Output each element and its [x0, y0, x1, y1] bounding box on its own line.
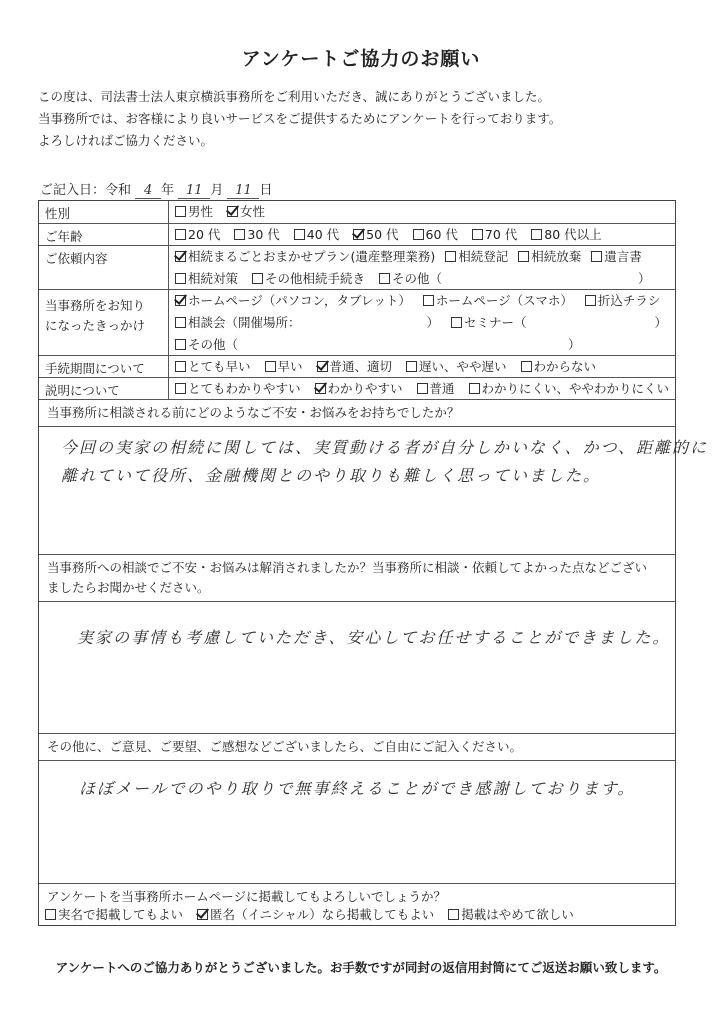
option-label: 折込チラシ [597, 293, 661, 308]
trigger-label-line: 当事務所をお知り [45, 298, 146, 313]
request-option-planning[interactable] [175, 268, 238, 290]
explain-checkbox[interactable] [469, 383, 480, 394]
trigger-checkbox[interactable] [175, 317, 186, 328]
q1-answer-line[interactable]: 今回の実家の相続に関しては、実質動ける者が自分しかいなく、かつ、距離的に [61, 438, 709, 457]
request-label: ご依頼内容 [39, 246, 169, 289]
period-checkbox[interactable] [406, 361, 417, 372]
age-checkbox[interactable] [234, 229, 245, 240]
publish-option-decline[interactable] [448, 904, 574, 926]
publish-checkbox[interactable] [448, 909, 459, 920]
trigger-option-seminar[interactable] [451, 312, 667, 334]
footer-thanks: アンケートへのご協力ありがとうございました。お手数ですが同封の返信用封筒にてご返送お願い致します。 [55, 960, 667, 975]
option-label: 60 代 [425, 227, 458, 242]
option-label: 匿名（イニシャル）なら掲載してもよい [210, 907, 435, 922]
gender-row [39, 201, 675, 223]
request-checkbox[interactable] [518, 251, 529, 262]
option-label: その他相続手続き [265, 271, 366, 286]
explain-checkbox[interactable] [417, 383, 428, 394]
option-label: 遅い、やや遅い [419, 359, 507, 374]
publish-checkbox[interactable] [197, 909, 208, 920]
trigger-label-line: になったきっかけ [45, 318, 146, 333]
survey-form [38, 200, 709, 926]
age-option-70[interactable] [472, 224, 517, 246]
option-label: 30 代 [247, 227, 280, 242]
trigger-option-homepage-mobile[interactable] [423, 290, 573, 312]
publish-checkbox[interactable] [45, 909, 56, 920]
period-checkbox[interactable] [317, 361, 328, 372]
option-label: その他（ [392, 271, 443, 286]
gender-female-checkbox[interactable] [227, 206, 238, 217]
age-checkbox[interactable] [294, 229, 305, 240]
date-day-unit: 日 [259, 183, 273, 198]
period-label: 手続期間について [39, 356, 169, 377]
explain-checkbox[interactable] [315, 383, 326, 394]
option-label: 女性 [240, 204, 266, 219]
option-label: 遺言書 [604, 249, 642, 264]
intro-text [38, 86, 561, 152]
trigger-checkbox[interactable] [175, 295, 186, 306]
option-label: その他（ [188, 337, 239, 352]
q2-question-line: ましたらお聞かせください。 [47, 580, 210, 595]
period-option-slow[interactable] [406, 356, 507, 378]
explain-option-clear[interactable] [315, 378, 403, 400]
date-day[interactable]: 11 [235, 183, 252, 198]
age-options [175, 224, 671, 246]
trigger-option-consultation[interactable] [175, 312, 439, 334]
age-checkbox[interactable] [531, 229, 542, 240]
publish-option-anonymous[interactable] [197, 904, 434, 926]
period-option-fast[interactable] [265, 356, 303, 378]
gender-label: 性別 [39, 201, 169, 223]
option-label: 相続登記 [458, 249, 509, 264]
option-label: 50 代 [366, 227, 399, 242]
q2-question [39, 554, 675, 602]
age-checkbox[interactable] [413, 229, 424, 240]
trigger-option-other[interactable] [175, 334, 581, 356]
trigger-checkbox[interactable] [423, 295, 434, 306]
q1-question: 当事務所に相談される前にどのようなご不安・お悩みをお持ちでしたか？ [39, 399, 675, 427]
publish-question: アンケートを当事務所ホームページに掲載してもよろしいでしょうか？ [39, 883, 675, 910]
option-label: わかりにくい、ややわかりにくい [481, 381, 670, 396]
explain-row [39, 377, 675, 399]
age-checkbox[interactable] [353, 229, 364, 240]
option-label: ホームページ（スマホ） [435, 293, 573, 308]
option-label: 20 代 [188, 227, 221, 242]
option-label: 掲載はやめて欲しい [461, 907, 574, 922]
trigger-options [175, 290, 671, 356]
date-year-unit: 年 [161, 183, 175, 198]
trigger-option-homepage-pc[interactable] [175, 290, 411, 312]
close-paren: ） [426, 315, 440, 330]
explain-checkbox[interactable] [175, 383, 186, 394]
age-option-60[interactable] [413, 224, 458, 246]
age-checkbox[interactable] [175, 229, 186, 240]
date-year[interactable]: 4 [144, 183, 153, 198]
trigger-label [39, 290, 169, 355]
option-label: 相談会（開催場所： [188, 315, 301, 330]
gender-option-female[interactable] [227, 201, 265, 223]
gender-male-checkbox[interactable] [175, 206, 186, 217]
option-label: とても早い [188, 359, 251, 374]
close-paren: ） [568, 337, 581, 352]
request-checkbox[interactable] [591, 251, 602, 262]
publish-options [39, 904, 675, 926]
date-month-unit: 月 [210, 183, 224, 198]
age-option-80[interactable] [531, 224, 601, 246]
request-option-renunciation[interactable] [518, 246, 581, 268]
request-checkbox[interactable] [252, 273, 263, 284]
request-option-will[interactable] [591, 246, 642, 268]
q3-answer[interactable]: ほぼメールでのやり取りで無事終えることができ感謝しております。 [79, 779, 636, 798]
q2-answer[interactable]: 実家の事情も考慮していただき、安心してお任せすることができました。 [77, 628, 671, 647]
option-label: 相続まるごとおまかせプラン(遺産整理業務) [188, 249, 436, 264]
close-paren: ） [638, 271, 651, 286]
q2-question-line: 当事務所への相談でご不安・お悩みは解消されましたか？当事務所に相談・依頼してよかった点などござい [47, 560, 648, 575]
q3-question: その他に、ご意見、ご要望、ご感想などございましたら、ご自由にご記入ください。 [39, 733, 675, 761]
period-option-very-fast[interactable] [175, 356, 251, 378]
q1-answer-line[interactable]: 離れていて役所、金融機関とのやり取りも難しく思っていました。 [61, 466, 602, 485]
date-month[interactable]: 11 [186, 183, 203, 198]
period-checkbox[interactable] [521, 361, 532, 372]
close-paren: ） [654, 315, 668, 330]
request-options [175, 246, 671, 290]
intro-line: よろしければご協力ください。 [38, 133, 214, 148]
age-checkbox[interactable] [472, 229, 483, 240]
option-label: とてもわかりやすい [188, 381, 301, 396]
period-row [39, 355, 675, 377]
period-option-normal[interactable] [317, 356, 393, 378]
request-option-registration[interactable] [445, 246, 508, 268]
trigger-checkbox[interactable] [451, 317, 462, 328]
option-label: 相続対策 [188, 271, 239, 286]
option-label: 早い [277, 359, 303, 374]
entry-date [40, 179, 272, 199]
request-checkbox[interactable] [175, 251, 186, 262]
age-option-50[interactable] [353, 224, 398, 246]
trigger-option-flyer[interactable] [585, 290, 661, 312]
age-option-20[interactable] [175, 224, 220, 246]
request-option-other-procedures[interactable] [252, 268, 365, 290]
request-option-full-plan[interactable] [175, 246, 435, 268]
option-label: 普通 [429, 381, 455, 396]
period-option-unknown[interactable] [521, 356, 597, 378]
age-row [39, 223, 675, 245]
period-options [175, 356, 671, 378]
age-option-30[interactable] [234, 224, 279, 246]
intro-line: この度は、司法書士法人東京横浜事務所をご利用いただき、誠にありがとうございました。 [38, 89, 551, 104]
explain-options [175, 378, 671, 400]
publish-option-realname[interactable] [45, 904, 183, 926]
option-label: 相続放棄 [531, 249, 582, 264]
trigger-checkbox[interactable] [585, 295, 596, 306]
option-label: わかりやすい [327, 381, 403, 396]
trigger-checkbox[interactable] [175, 339, 186, 350]
age-label: ご年齢 [39, 224, 169, 245]
request-checkbox[interactable] [445, 251, 456, 262]
option-label: ホームページ（パソコン，タブレット） [188, 293, 411, 308]
date-prefix: ご記入日：令和 [40, 183, 132, 198]
intro-line: 当事務所では、お客様により良いサービスをご提供するためにアンケートを行っております。 [38, 111, 562, 126]
option-label: わからない [533, 359, 597, 374]
trigger-row [39, 289, 675, 355]
page-title: アンケートご協力のお願い [241, 48, 481, 70]
request-option-other[interactable] [379, 268, 651, 290]
period-checkbox[interactable] [265, 361, 276, 372]
request-checkbox[interactable] [175, 273, 186, 284]
option-label: 実名で掲載してもよい [58, 907, 184, 922]
option-label: セミナー（ [464, 315, 527, 330]
period-checkbox[interactable] [175, 361, 186, 372]
option-label: 70 代 [484, 227, 518, 242]
gender-options [175, 201, 671, 223]
request-row [39, 245, 675, 289]
option-label: 40 代 [306, 227, 340, 242]
option-label: 普通、適切 [329, 359, 393, 374]
explain-option-very-clear[interactable] [175, 378, 301, 400]
explain-option-normal[interactable] [417, 378, 455, 400]
age-option-40[interactable] [294, 224, 339, 246]
option-label: 80 代以上 [544, 227, 602, 242]
explain-option-unclear[interactable] [469, 378, 670, 400]
gender-option-male[interactable] [175, 201, 213, 223]
explain-label: 説明について [39, 378, 169, 399]
option-label: 男性 [188, 204, 214, 219]
request-checkbox[interactable] [379, 273, 390, 284]
